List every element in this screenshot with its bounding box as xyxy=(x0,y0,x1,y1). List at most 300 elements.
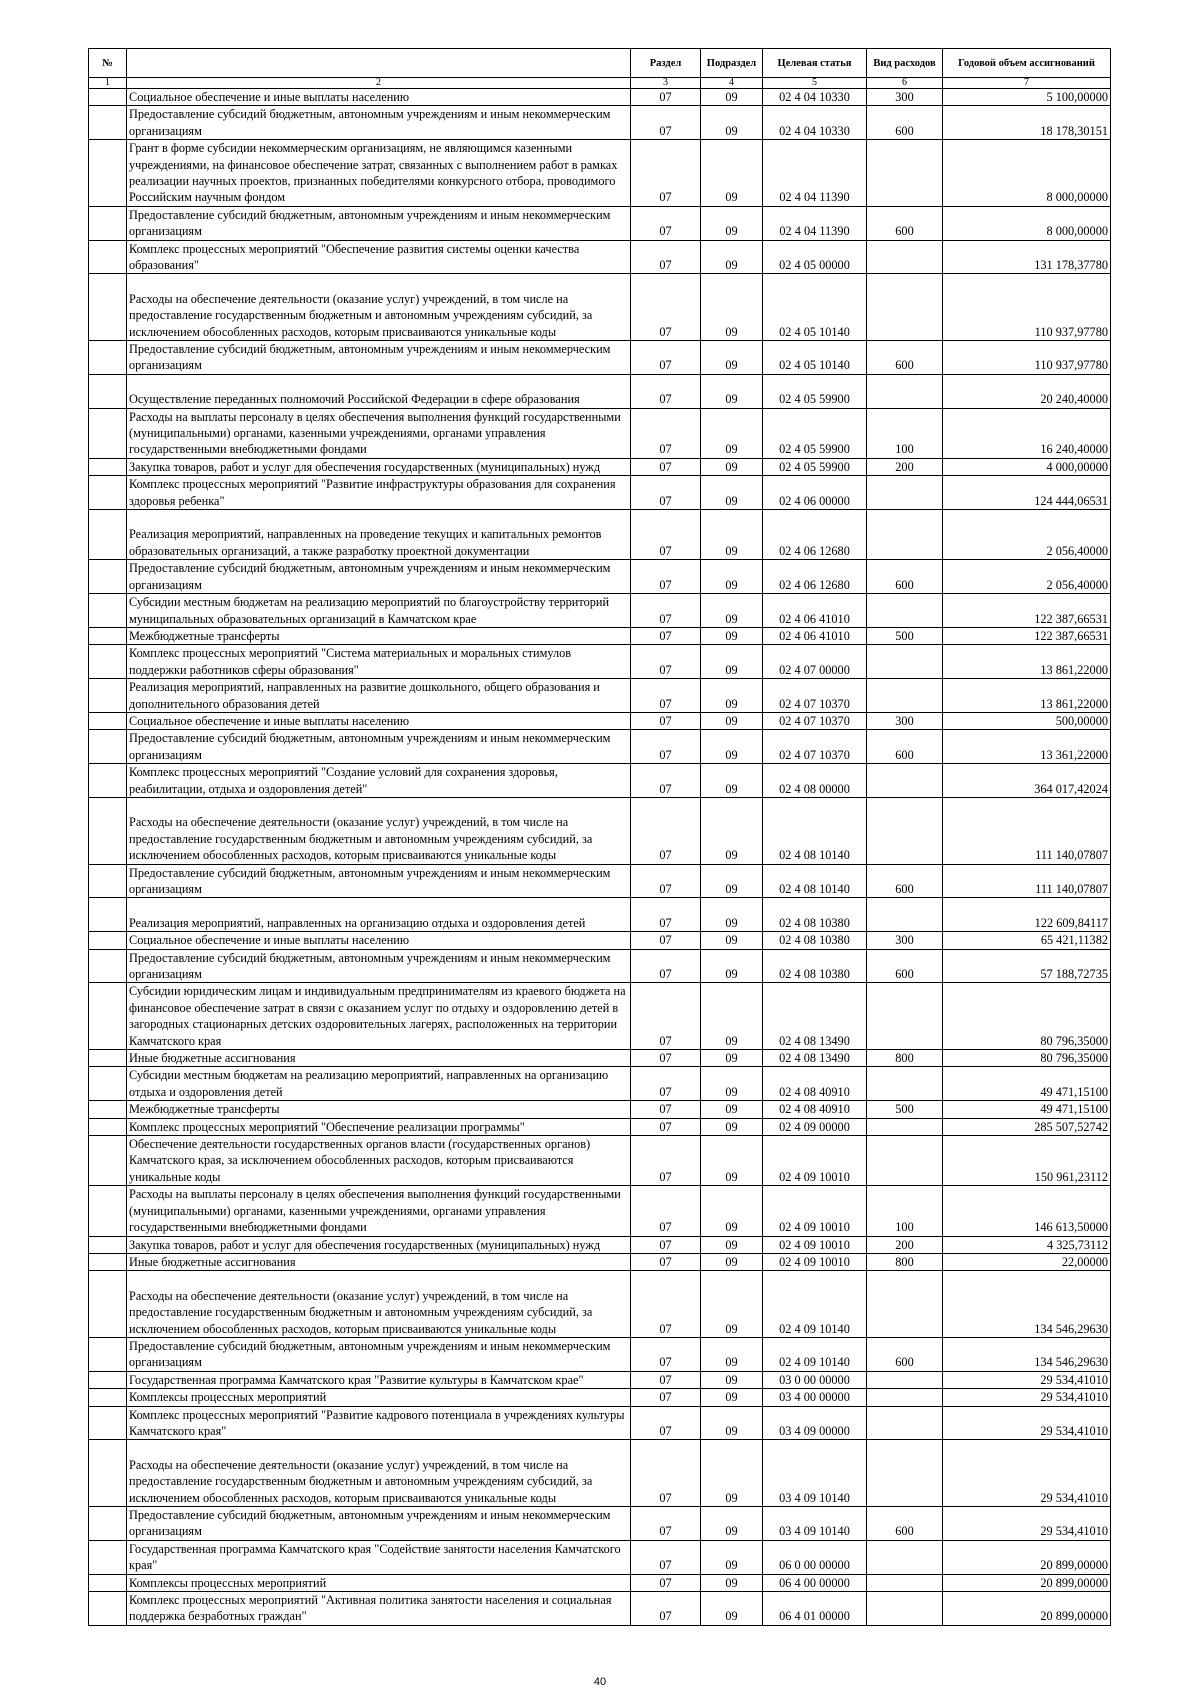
row-number-cell xyxy=(89,1591,127,1625)
razdel-cell: 07 xyxy=(631,797,701,864)
amount-cell: 146 613,50000 xyxy=(943,1186,1111,1236)
expense-name-cell: Расходы на обеспечение деятельности (оказание услуг) учреждений, в том числе на предоставление государственным бюджетным и автономным учреждениям субсидий, за исключением обособленных расходов, которым присваиваются уникальные коды xyxy=(127,1440,631,1507)
expense-type-cell: 600 xyxy=(867,1337,943,1371)
razdel-cell: 07 xyxy=(631,240,701,274)
row-number-cell xyxy=(89,1540,127,1574)
budget-allocation-table xyxy=(88,48,1111,1626)
table-row xyxy=(89,1186,1111,1236)
target-article-cell: 02 4 09 10140 xyxy=(763,1337,867,1371)
amount-cell: 20 899,00000 xyxy=(943,1591,1111,1625)
amount-cell: 49 471,15100 xyxy=(943,1101,1111,1118)
expense-type-cell: 300 xyxy=(867,89,943,106)
expense-name-cell: Социальное обеспечение и иные выплаты населению xyxy=(127,932,631,949)
amount-cell: 131 178,37780 xyxy=(943,240,1111,274)
expense-type-cell xyxy=(867,1271,943,1338)
expense-name-cell: Расходы на обеспечение деятельности (оказание услуг) учреждений, в том числе на предоставление государственным бюджетным и автономным учреждениям субсидий, за исключением обособленных расходов, которым присваиваются уникальные коды xyxy=(127,797,631,864)
table-row xyxy=(89,1101,1111,1118)
expense-type-cell xyxy=(867,764,943,798)
razdel-cell: 07 xyxy=(631,712,701,729)
expense-name-cell: Комплекс процессных мероприятий "Обеспечение развития системы оценки качества образования" xyxy=(127,240,631,274)
expense-type-cell: 600 xyxy=(867,206,943,240)
table-row xyxy=(89,206,1111,240)
target-article-cell: 02 4 07 10370 xyxy=(763,712,867,729)
expense-type-cell xyxy=(867,510,943,560)
podrazdel-cell: 09 xyxy=(701,1540,763,1574)
table-row xyxy=(89,1540,1111,1574)
target-article-cell: 02 4 09 10010 xyxy=(763,1186,867,1236)
expense-type-cell: 600 xyxy=(867,341,943,375)
row-number-cell xyxy=(89,1506,127,1540)
amount-cell: 20 899,00000 xyxy=(943,1540,1111,1574)
podrazdel-cell: 09 xyxy=(701,240,763,274)
expense-name-cell: Комплекс процессных мероприятий "Развитие инфраструктуры образования для сохранения здоровья ребенка" xyxy=(127,476,631,510)
table-row xyxy=(89,1271,1111,1338)
razdel-cell: 07 xyxy=(631,510,701,560)
target-article-cell: 02 4 06 41010 xyxy=(763,594,867,628)
podrazdel-cell: 09 xyxy=(701,89,763,106)
target-article-cell: 02 4 04 11390 xyxy=(763,206,867,240)
row-number-cell xyxy=(89,864,127,898)
table-row xyxy=(89,864,1111,898)
table-row xyxy=(89,476,1111,510)
target-article-cell: 03 4 09 10140 xyxy=(763,1440,867,1507)
table-row xyxy=(89,89,1111,106)
expense-name-cell: Социальное обеспечение и иные выплаты населению xyxy=(127,712,631,729)
razdel-cell: 07 xyxy=(631,645,701,679)
razdel-cell: 07 xyxy=(631,476,701,510)
table-row xyxy=(89,764,1111,798)
expense-type-cell xyxy=(867,1406,943,1440)
podrazdel-cell: 09 xyxy=(701,1253,763,1270)
razdel-cell: 07 xyxy=(631,1186,701,1236)
expense-type-cell: 500 xyxy=(867,627,943,644)
razdel-cell: 07 xyxy=(631,679,701,713)
razdel-cell: 07 xyxy=(631,1591,701,1625)
razdel-cell: 07 xyxy=(631,1118,701,1135)
row-number-cell xyxy=(89,645,127,679)
expense-name-cell: Расходы на выплаты персоналу в целях обеспечения выполнения функций государственными (муниципальными) органами, казенными учреждениями, органами управления государственными внебюджетными фондами xyxy=(127,408,631,458)
target-article-cell: 02 4 07 10370 xyxy=(763,730,867,764)
target-article-cell: 03 4 00 00000 xyxy=(763,1389,867,1406)
table-row xyxy=(89,1253,1111,1270)
row-number-cell xyxy=(89,1118,127,1135)
expense-type-cell xyxy=(867,797,943,864)
target-article-cell: 02 4 06 41010 xyxy=(763,627,867,644)
amount-cell: 122 387,66531 xyxy=(943,594,1111,628)
row-number-cell xyxy=(89,1050,127,1067)
expense-name-cell: Расходы на выплаты персоналу в целях обеспечения выполнения функций государственными (муниципальными) органами, казенными учреждениями, органами управления государственными внебюджетными фондами xyxy=(127,1186,631,1236)
expense-name-cell: Комплексы процессных мероприятий xyxy=(127,1574,631,1591)
row-number-cell xyxy=(89,1101,127,1118)
header-no: № xyxy=(89,49,127,78)
podrazdel-cell: 09 xyxy=(701,864,763,898)
expense-type-cell xyxy=(867,374,943,408)
amount-cell: 57 188,72735 xyxy=(943,949,1111,983)
table-row xyxy=(89,1067,1111,1101)
row-number-cell xyxy=(89,1067,127,1101)
razdel-cell: 07 xyxy=(631,864,701,898)
row-number-cell xyxy=(89,797,127,864)
row-number-cell xyxy=(89,1337,127,1371)
expense-type-cell xyxy=(867,140,943,207)
target-article-cell: 02 4 05 00000 xyxy=(763,240,867,274)
table-row xyxy=(89,594,1111,628)
expense-name-cell: Предоставление субсидий бюджетным, автономным учреждениям и иным некоммерческим организациям xyxy=(127,949,631,983)
expense-type-cell xyxy=(867,594,943,628)
target-article-cell: 02 4 04 10330 xyxy=(763,89,867,106)
amount-cell: 29 534,41010 xyxy=(943,1440,1111,1507)
expense-type-cell xyxy=(867,274,943,341)
expense-name-cell: Осуществление переданных полномочий Российской Федерации в сфере образования xyxy=(127,374,631,408)
row-number-cell xyxy=(89,1406,127,1440)
razdel-cell: 07 xyxy=(631,1389,701,1406)
row-number-cell xyxy=(89,932,127,949)
podrazdel-cell: 09 xyxy=(701,797,763,864)
table-row xyxy=(89,949,1111,983)
expense-type-cell xyxy=(867,1591,943,1625)
row-number-cell xyxy=(89,1440,127,1507)
target-article-cell: 02 4 04 11390 xyxy=(763,140,867,207)
podrazdel-cell: 09 xyxy=(701,374,763,408)
row-number-cell xyxy=(89,627,127,644)
row-number-cell xyxy=(89,730,127,764)
razdel-cell: 07 xyxy=(631,1371,701,1388)
amount-cell: 8 000,00000 xyxy=(943,140,1111,207)
table-row xyxy=(89,1389,1111,1406)
amount-cell: 5 100,00000 xyxy=(943,89,1111,106)
target-article-cell: 06 0 00 00000 xyxy=(763,1540,867,1574)
table-row xyxy=(89,240,1111,274)
expense-name-cell: Предоставление субсидий бюджетным, автономным учреждениям и иным некоммерческим организациям xyxy=(127,206,631,240)
razdel-cell: 07 xyxy=(631,1050,701,1067)
table-row xyxy=(89,274,1111,341)
expense-name-cell: Закупка товаров, работ и услуг для обеспечения государственных (муниципальных) нужд xyxy=(127,1236,631,1253)
target-article-cell: 02 4 09 00000 xyxy=(763,1118,867,1135)
amount-cell: 22,00000 xyxy=(943,1253,1111,1270)
amount-cell: 124 444,06531 xyxy=(943,476,1111,510)
table-row xyxy=(89,627,1111,644)
expense-name-cell: Расходы на обеспечение деятельности (оказание услуг) учреждений, в том числе на предоставление государственным бюджетным и автономным учреждениям субсидий, за исключением обособленных расходов, которым присваиваются уникальные коды xyxy=(127,1271,631,1338)
target-article-cell: 02 4 05 10140 xyxy=(763,341,867,375)
podrazdel-cell: 09 xyxy=(701,1101,763,1118)
podrazdel-cell: 09 xyxy=(701,274,763,341)
amount-cell: 4 325,73112 xyxy=(943,1236,1111,1253)
target-article-cell: 02 4 07 10370 xyxy=(763,679,867,713)
table-row xyxy=(89,1136,1111,1186)
expense-type-cell xyxy=(867,645,943,679)
razdel-cell: 07 xyxy=(631,106,701,140)
amount-cell: 110 937,97780 xyxy=(943,341,1111,375)
podrazdel-cell: 09 xyxy=(701,645,763,679)
amount-cell: 49 471,15100 xyxy=(943,1067,1111,1101)
amount-cell: 111 140,07807 xyxy=(943,864,1111,898)
podrazdel-cell: 09 xyxy=(701,898,763,932)
podrazdel-cell: 09 xyxy=(701,712,763,729)
amount-cell: 18 178,30151 xyxy=(943,106,1111,140)
target-article-cell: 02 4 08 40910 xyxy=(763,1067,867,1101)
row-number-cell xyxy=(89,679,127,713)
column-number: 4 xyxy=(701,78,763,89)
expense-type-cell: 300 xyxy=(867,932,943,949)
target-article-cell: 06 4 00 00000 xyxy=(763,1574,867,1591)
razdel-cell: 07 xyxy=(631,730,701,764)
page-number: 40 xyxy=(593,1676,607,1688)
amount-cell: 2 056,40000 xyxy=(943,510,1111,560)
row-number-cell xyxy=(89,89,127,106)
podrazdel-cell: 09 xyxy=(701,1050,763,1067)
podrazdel-cell: 09 xyxy=(701,730,763,764)
expense-type-cell xyxy=(867,1389,943,1406)
razdel-cell: 07 xyxy=(631,341,701,375)
razdel-cell: 07 xyxy=(631,932,701,949)
expense-name-cell: Предоставление субсидий бюджетным, автономным учреждениям и иным некоммерческим организациям xyxy=(127,864,631,898)
expense-name-cell: Субсидии юридическим лицам и индивидуальным предпринимателям из краевого бюджета на финансовое обеспечение затрат в связи с оказанием услуг по отдыху и оздоровлению детей в загородных стационарных детских оздоровительных лагерях, расположенных на территории Камчатского края xyxy=(127,983,631,1050)
amount-cell: 13 861,22000 xyxy=(943,645,1111,679)
amount-cell: 285 507,52742 xyxy=(943,1118,1111,1135)
expense-type-cell xyxy=(867,1118,943,1135)
table-row xyxy=(89,797,1111,864)
amount-cell: 2 056,40000 xyxy=(943,560,1111,594)
razdel-cell: 07 xyxy=(631,560,701,594)
podrazdel-cell: 09 xyxy=(701,106,763,140)
table-row xyxy=(89,1337,1111,1371)
row-number-cell xyxy=(89,560,127,594)
target-article-cell: 03 4 09 10140 xyxy=(763,1506,867,1540)
razdel-cell: 07 xyxy=(631,206,701,240)
expense-type-cell: 100 xyxy=(867,408,943,458)
podrazdel-cell: 09 xyxy=(701,206,763,240)
header-target-article: Целевая статья xyxy=(763,49,867,78)
podrazdel-cell: 09 xyxy=(701,1118,763,1135)
table-row xyxy=(89,898,1111,932)
podrazdel-cell: 09 xyxy=(701,594,763,628)
table-row xyxy=(89,983,1111,1050)
expense-type-cell xyxy=(867,476,943,510)
row-number-cell xyxy=(89,240,127,274)
razdel-cell: 07 xyxy=(631,458,701,475)
razdel-cell: 07 xyxy=(631,898,701,932)
amount-cell: 80 796,35000 xyxy=(943,1050,1111,1067)
expense-name-cell: Предоставление субсидий бюджетным, автономным учреждениям и иным некоммерческим организациям xyxy=(127,341,631,375)
target-article-cell: 02 4 08 10140 xyxy=(763,864,867,898)
target-article-cell: 02 4 04 10330 xyxy=(763,106,867,140)
row-number-cell xyxy=(89,341,127,375)
amount-cell: 13 861,22000 xyxy=(943,679,1111,713)
razdel-cell: 07 xyxy=(631,1253,701,1270)
podrazdel-cell: 09 xyxy=(701,932,763,949)
expense-name-cell: Государственная программа Камчатского края "Содействие занятости населения Камчатского края" xyxy=(127,1540,631,1574)
podrazdel-cell: 09 xyxy=(701,1406,763,1440)
podrazdel-cell: 09 xyxy=(701,510,763,560)
expense-type-cell xyxy=(867,1440,943,1507)
razdel-cell: 07 xyxy=(631,594,701,628)
amount-cell: 29 534,41010 xyxy=(943,1371,1111,1388)
expense-name-cell: Расходы на обеспечение деятельности (оказание услуг) учреждений, в том числе на предоставление государственным бюджетным и автономным учреждениям субсидий, за исключением обособленных расходов, которым присваиваются уникальные коды xyxy=(127,274,631,341)
expense-name-cell: Реализация мероприятий, направленных на организацию отдыха и оздоровления детей xyxy=(127,898,631,932)
expense-name-cell: Комплекс процессных мероприятий "Активная политика занятости населения и социальная поддержка безработных граждан" xyxy=(127,1591,631,1625)
razdel-cell: 07 xyxy=(631,1101,701,1118)
podrazdel-cell: 09 xyxy=(701,627,763,644)
podrazdel-cell: 09 xyxy=(701,140,763,207)
amount-cell: 20 899,00000 xyxy=(943,1574,1111,1591)
row-number-cell xyxy=(89,1186,127,1236)
expense-name-cell: Реализация мероприятий, направленных на проведение текущих и капитальных ремонтов образовательных организаций, а также разработку проектной документации xyxy=(127,510,631,560)
podrazdel-cell: 09 xyxy=(701,560,763,594)
expense-name-cell: Комплекс процессных мероприятий "Обеспечение реализации программы" xyxy=(127,1118,631,1135)
target-article-cell: 02 4 08 00000 xyxy=(763,764,867,798)
podrazdel-cell: 09 xyxy=(701,1186,763,1236)
table-row xyxy=(89,458,1111,475)
razdel-cell: 07 xyxy=(631,89,701,106)
expense-type-cell xyxy=(867,240,943,274)
row-number-cell xyxy=(89,1236,127,1253)
expense-name-cell: Комплекс процессных мероприятий "Система материальных и моральных стимулов поддержки работников сферы образования" xyxy=(127,645,631,679)
expense-name-cell: Субсидии местным бюджетам на реализацию мероприятий, направленных на организацию отдыха и оздоровления детей xyxy=(127,1067,631,1101)
target-article-cell: 02 4 09 10140 xyxy=(763,1271,867,1338)
table-row xyxy=(89,1050,1111,1067)
expense-name-cell: Государственная программа Камчатского края "Развитие культуры в Камчатском крае" xyxy=(127,1371,631,1388)
amount-cell: 29 534,41010 xyxy=(943,1406,1111,1440)
expense-type-cell xyxy=(867,679,943,713)
column-number-row xyxy=(89,78,1111,89)
table-row xyxy=(89,730,1111,764)
table-row xyxy=(89,408,1111,458)
target-article-cell: 02 4 07 00000 xyxy=(763,645,867,679)
target-article-cell: 02 4 08 10380 xyxy=(763,932,867,949)
expense-type-cell: 600 xyxy=(867,864,943,898)
amount-cell: 8 000,00000 xyxy=(943,206,1111,240)
column-number: 1 xyxy=(89,78,127,89)
amount-cell: 65 421,11382 xyxy=(943,932,1111,949)
amount-cell: 110 937,97780 xyxy=(943,274,1111,341)
amount-cell: 122 387,66531 xyxy=(943,627,1111,644)
column-number: 6 xyxy=(867,78,943,89)
table-row xyxy=(89,560,1111,594)
table-row xyxy=(89,510,1111,560)
target-article-cell: 02 4 09 10010 xyxy=(763,1136,867,1186)
expense-name-cell: Межбюджетные трансферты xyxy=(127,627,631,644)
row-number-cell xyxy=(89,274,127,341)
expense-type-cell: 600 xyxy=(867,949,943,983)
table-row xyxy=(89,106,1111,140)
expense-name-cell: Комплексы процессных мероприятий xyxy=(127,1389,631,1406)
target-article-cell: 03 4 09 00000 xyxy=(763,1406,867,1440)
podrazdel-cell: 09 xyxy=(701,983,763,1050)
expense-type-cell xyxy=(867,1371,943,1388)
target-article-cell: 06 4 01 00000 xyxy=(763,1591,867,1625)
table-row xyxy=(89,712,1111,729)
row-number-cell xyxy=(89,983,127,1050)
razdel-cell: 07 xyxy=(631,1440,701,1507)
row-number-cell xyxy=(89,764,127,798)
razdel-cell: 07 xyxy=(631,627,701,644)
expense-name-cell: Закупка товаров, работ и услуг для обеспечения государственных (муниципальных) нужд xyxy=(127,458,631,475)
expense-type-cell: 200 xyxy=(867,1236,943,1253)
header-expense-type: Вид расходов xyxy=(867,49,943,78)
expense-type-cell: 600 xyxy=(867,1506,943,1540)
target-article-cell: 02 4 09 10010 xyxy=(763,1236,867,1253)
expense-type-cell xyxy=(867,1540,943,1574)
table-row xyxy=(89,140,1111,207)
podrazdel-cell: 09 xyxy=(701,1389,763,1406)
row-number-cell xyxy=(89,408,127,458)
expense-type-cell xyxy=(867,898,943,932)
podrazdel-cell: 09 xyxy=(701,1440,763,1507)
expense-type-cell xyxy=(867,1574,943,1591)
table-row xyxy=(89,1406,1111,1440)
target-article-cell: 02 4 08 40910 xyxy=(763,1101,867,1118)
row-number-cell xyxy=(89,458,127,475)
amount-cell: 134 546,29630 xyxy=(943,1337,1111,1371)
podrazdel-cell: 09 xyxy=(701,1574,763,1591)
podrazdel-cell: 09 xyxy=(701,341,763,375)
razdel-cell: 07 xyxy=(631,1236,701,1253)
expense-type-cell xyxy=(867,983,943,1050)
target-article-cell: 02 4 08 10140 xyxy=(763,797,867,864)
expense-type-cell: 300 xyxy=(867,712,943,729)
target-article-cell: 02 4 06 12680 xyxy=(763,510,867,560)
razdel-cell: 07 xyxy=(631,1574,701,1591)
expense-type-cell: 600 xyxy=(867,560,943,594)
razdel-cell: 07 xyxy=(631,1271,701,1338)
expense-type-cell: 500 xyxy=(867,1101,943,1118)
expense-name-cell: Предоставление субсидий бюджетным, автономным учреждениям и иным некоммерческим организациям xyxy=(127,1337,631,1371)
table-row xyxy=(89,341,1111,375)
podrazdel-cell: 09 xyxy=(701,1271,763,1338)
column-number: 5 xyxy=(763,78,867,89)
row-number-cell xyxy=(89,1136,127,1186)
expense-type-cell: 600 xyxy=(867,730,943,764)
podrazdel-cell: 09 xyxy=(701,476,763,510)
amount-cell: 150 961,23112 xyxy=(943,1136,1111,1186)
header-razdel: Раздел xyxy=(631,49,701,78)
razdel-cell: 07 xyxy=(631,1136,701,1186)
expense-name-cell: Иные бюджетные ассигнования xyxy=(127,1253,631,1270)
target-article-cell: 03 0 00 00000 xyxy=(763,1371,867,1388)
amount-cell: 364 017,42024 xyxy=(943,764,1111,798)
row-number-cell xyxy=(89,1389,127,1406)
target-article-cell: 02 4 06 12680 xyxy=(763,560,867,594)
table-row xyxy=(89,374,1111,408)
target-article-cell: 02 4 05 59900 xyxy=(763,458,867,475)
razdel-cell: 07 xyxy=(631,140,701,207)
row-number-cell xyxy=(89,476,127,510)
table-row xyxy=(89,1591,1111,1625)
row-number-cell xyxy=(89,898,127,932)
target-article-cell: 02 4 08 13490 xyxy=(763,983,867,1050)
table-row xyxy=(89,1236,1111,1253)
razdel-cell: 07 xyxy=(631,1506,701,1540)
razdel-cell: 07 xyxy=(631,1067,701,1101)
row-number-cell xyxy=(89,949,127,983)
expense-name-cell: Иные бюджетные ассигнования xyxy=(127,1050,631,1067)
expense-type-cell xyxy=(867,1136,943,1186)
podrazdel-cell: 09 xyxy=(701,408,763,458)
razdel-cell: 07 xyxy=(631,983,701,1050)
expense-type-cell: 800 xyxy=(867,1253,943,1270)
podrazdel-cell: 09 xyxy=(701,764,763,798)
row-number-cell xyxy=(89,140,127,207)
expense-name-cell: Грант в форме субсидии некоммерческим организациям, не являющимся казенными учреждениями, на финансовое обеспечение затрат, связанных с выполнением работ в рамках реализации научных проектов, признанных победителями конкурсного отбора, проводимого Российским научным фондом xyxy=(127,140,631,207)
target-article-cell: 02 4 05 59900 xyxy=(763,408,867,458)
table-row xyxy=(89,932,1111,949)
target-article-cell: 02 4 09 10010 xyxy=(763,1253,867,1270)
podrazdel-cell: 09 xyxy=(701,1337,763,1371)
amount-cell: 29 534,41010 xyxy=(943,1506,1111,1540)
expense-name-cell: Межбюджетные трансферты xyxy=(127,1101,631,1118)
row-number-cell xyxy=(89,510,127,560)
expense-type-cell: 200 xyxy=(867,458,943,475)
